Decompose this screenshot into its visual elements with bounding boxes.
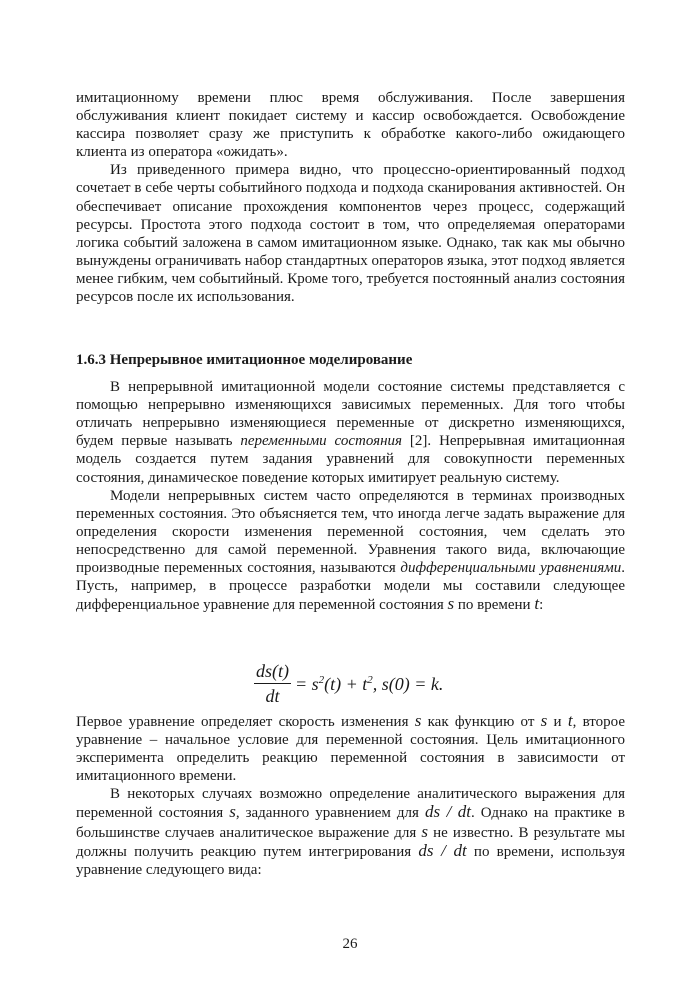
var-t: t <box>534 594 540 614</box>
section-heading: 1.6.3 Непрерывное имитационное моделирование <box>76 352 413 368</box>
paragraph-5: Первое уравнение определяет скорость изменения s как функцию от s и t, второе уравнение – начальное условие для переменной состояния. Цель имитационного эксперимента определить реакцию переменной состояния в зависимости от имитационного времени. <box>76 711 625 785</box>
text-block-bottom <box>76 712 625 879</box>
differential-equation <box>254 660 514 708</box>
fraction-denominator: dt <box>265 686 280 706</box>
paragraph-6: В некоторых случаях возможно определение аналитического выражения для переменной состояния s, заданного уравнением для ds / dt. Однако на практике в большинстве случаев аналитическое выражение для s не известно. В результате мы должны получить реакцию путем интегрирования ds / dt по времени, используя уравнение следующего вида: <box>76 786 626 878</box>
text-block-top <box>76 89 625 306</box>
paragraph-2: Из приведенного примера видно, что процессно-ориентированный подход сочетает в себе черты событийного подхода и подхода сканирования активностей. Он обеспечивает описание прохождения компонентов через процесс, содержащий ресурсы. Простота этого подхода состоит в том, что определяемая операторами логика событий заложена в самом имитационном языке. Однако, так как мы обычно вынуждены ограничивать набор стандартных операторов языка, этот подход является менее гибким, чем событийный. Кроме того, требуется постоянный анализ состояния ресурсов после их использования. <box>76 162 625 306</box>
equation-rhs: = $s^2(t) + t^2$, s(0) = k. <box>295 673 444 694</box>
fraction-numerator: ds(t) <box>254 661 291 684</box>
var-s: s <box>447 594 455 614</box>
text-block-section <box>76 351 625 614</box>
fraction <box>254 661 291 707</box>
page-number: 26 <box>342 936 358 952</box>
term-differential-equations: дифференциальными уравнениями <box>400 560 622 577</box>
paragraph-1: имитационному времени плюс время обслуживания. После завершения обслуживания клиент покидает систему и кассир освобождается. Освобождение кассира позволяет сразу же приступить к обработке какого-либо ожидающего клиента из оператора «ожидать». <box>76 90 625 161</box>
paragraph-3: В непрерывной имитационной модели состояние системы представляется с помощью непрерывно изменяющихся зависимых переменных. Для того чтобы отличать непрерывно изменяющиеся переменные от дискретно изменяющихся, будем первые называть переменными состояния [2]. Непрерывная имитационная модель создается путем задания уравнений для совокупности переменных состояния, динамическое поведение которых имитирует реальную систему. <box>76 379 625 486</box>
term-state-variables: переменными состояния <box>240 433 403 450</box>
paragraph-4: Модели непрерывных систем часто определяются в терминах производных переменных состояния. Это объясняется тем, что иногда легче задать выражение для определения скорости изменения переменной состояния, чем сделать это непосредственно для самой переменной. Уравнения такого вида, включающие производные переменных состояния, называются дифференциальными уравнениями. Пусть, например, в процессе разработки модели мы составили следующее дифференциальное уравнение для переменной состояния s по времени t: <box>76 487 625 614</box>
